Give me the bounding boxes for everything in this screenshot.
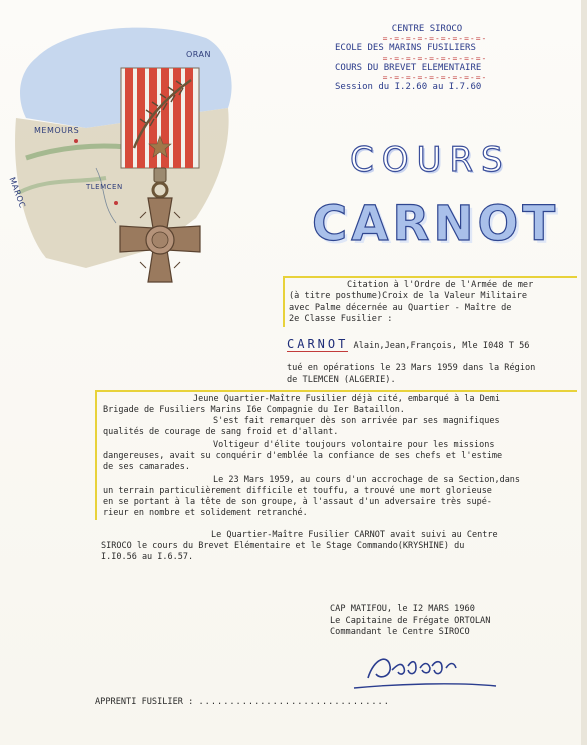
paragraph-3-line-1: Le 23 Mars 1959, au cours d'un accrochage de sa Section,dans: [213, 475, 521, 486]
sign-place-date: CAP MATIFOU, le I2 MARS 1960: [330, 604, 475, 614]
apprenti-line: [95, 697, 390, 707]
paragraph-2: [103, 440, 573, 473]
citation-line-1: Citation à l'Ordre de l'Armée de mer: [347, 280, 534, 290]
paragraph-1-line-3: S'est fait remarquer dès son arrivée par ses magnifiques: [213, 416, 500, 427]
map-label-tlemcen: TLEMCEN: [86, 183, 123, 191]
paragraph-2-line-2: dangereuses, avait su conquérir d'emblée la confiance de ses chefs et l'estime: [103, 451, 503, 462]
citation-block: [283, 276, 577, 386]
paragraph-2-line-3: de ses camarades.: [103, 462, 190, 473]
page-edge: [581, 0, 587, 745]
citation-body-box: [95, 390, 577, 520]
paragraph-3-line-4: rieur en nombre et solidement retranché.: [103, 508, 308, 519]
header-separator-1: =-=-=-=-=-=-=-=-=-: [382, 34, 488, 44]
header-separator-3: =-=-=-=-=-=-=-=-=-: [382, 72, 488, 82]
citation-name-rest: Alain,Jean,François, Mle I048 T 56: [353, 341, 530, 352]
header-ecole: ECOLE DES MARINS FUSILIERS: [335, 43, 476, 54]
paragraph-2-line-1: Voltigeur d'élite toujours volontaire pour les missions: [213, 440, 495, 451]
title-carnot: CARNOT: [312, 196, 560, 252]
paragraph-1-line-2: Brigade de Fusiliers Marins I6e Compagnie du Ier Bataillon.: [103, 405, 405, 416]
apprenti-dots: ...............................: [198, 697, 390, 707]
map-and-cross-icon: [6, 18, 246, 338]
header-centre: CENTRE SIROCO: [391, 24, 463, 34]
citation-line-4: 2e Classe Fusilier :: [289, 314, 393, 325]
paragraph-3: [103, 475, 573, 519]
title-cours: COURS: [350, 140, 511, 180]
signature-block: [330, 604, 570, 639]
paragraph-4-line-2: SIROCO le cours du Brevet Elémentaire et le Stage Commando(KRYSHINE) du: [101, 540, 465, 551]
header-cours: COURS DU BREVET ELEMENTAIRE: [335, 62, 482, 73]
citation-body: [95, 390, 577, 565]
citation-death: [283, 363, 577, 386]
citation-death-line-1: tué en opérations le 23 Mars 1959 dans la Région: [287, 363, 536, 374]
map-label-oran: ORAN: [186, 50, 211, 59]
paragraph-1-line-4: qualités de courage de sang froid et d'allant.: [103, 427, 339, 438]
map-label-memours: MEMOURS: [34, 126, 80, 135]
paragraph-1: [103, 394, 573, 438]
medal-map-illustration: [6, 18, 246, 338]
paragraph-3-line-3: en se portant à la tête de son groupe, à l'assaut d'un adversaire très supé-: [103, 497, 492, 508]
apprenti-label: APPRENTI FUSILIER :: [95, 697, 194, 707]
paragraph-4-line-3: I.I0.56 au I.6.57.: [101, 551, 194, 562]
paragraph-1-line-1: Jeune Quartier-Maître Fusilier déjà cité, embarqué à la Demi: [193, 394, 501, 404]
map-label-maroc: MAROC: [7, 176, 28, 210]
sign-command: Commandant le Centre SIROCO: [330, 627, 470, 638]
citation-line-3: avec Palme décernée au Quartier - Maître de: [289, 302, 512, 313]
header-separator-2: =-=-=-=-=-=-=-=-=-: [382, 53, 488, 63]
citation-box: [283, 276, 577, 327]
citation-line-2: (à titre posthume)Croix de la Valeur Militaire: [289, 291, 527, 302]
paragraph-3-line-2: un terrain particulièrement difficile et touffu, a trouvé une mort glorieuse: [103, 486, 492, 497]
citation-surname: CARNOT: [287, 337, 349, 352]
paragraph-4: [95, 530, 577, 563]
sign-officer: Le Capitaine de Frégate ORTOLAN: [330, 615, 491, 626]
citation-death-line-2: de TLEMCEN (ALGERIE).: [287, 374, 396, 385]
document-header: [335, 24, 535, 93]
header-session: Session du I.2.60 au I.7.60: [335, 81, 482, 92]
handwritten-signature-icon: [346, 640, 506, 700]
paragraph-4-line-1: Le Quartier-Maître Fusilier CARNOT avait suivi au Centre: [211, 529, 498, 540]
citation-name-line: [283, 337, 577, 353]
